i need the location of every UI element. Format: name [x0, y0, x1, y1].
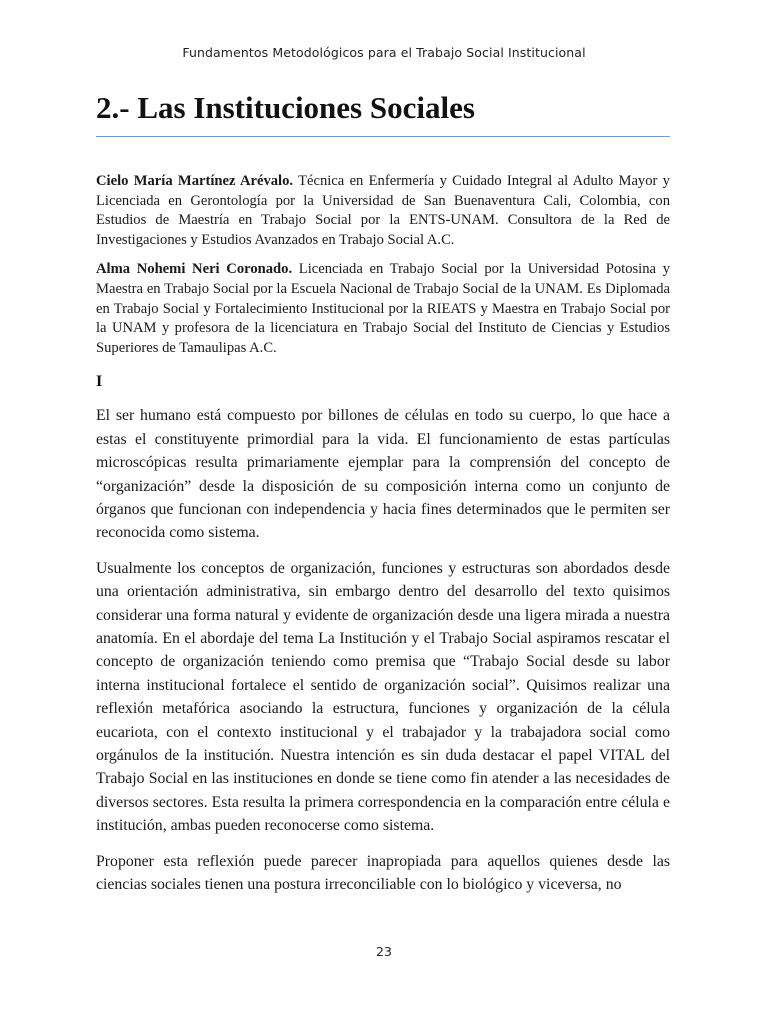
page-body [96, 172, 670, 908]
section-numeral: I [96, 373, 103, 391]
body-paragraph: Usualmente los conceptos de organización, funciones y estructuras son abordados desde una orientación administrativa, sin embargo dentro del desarrollo del texto quisimos considerar una forma natural y evidente de organización desde una ligera mirada a nuestra anatomía. En el abordaje del tema La Institución y el Trabajo Social aspiramos rescatar el concepto de organización teniendo como premisa que “Trabajo Social desde su labor interna institucional fortalece el sentido de organización social”. Quisimos realizar una reflexión metafórica asociando la estructura, funciones y organización de la célula eucariota, con el contexto institucional y el trabajador y la trabajadora social como orgánulos de la institución. Nuestra intención es sin duda destacar el papel VITAL del Trabajo Social en las instituciones en donde se tiene como fin atender a las necesidades de diversos sectores. Esta resulta la primera correspondencia en la comparación entre célula e institución, ambas pueden reconocerse como sistema. [96, 559, 670, 835]
page-number: 23 [376, 944, 392, 959]
author-bio-text: Licenciada en Trabajo Social por la Universidad Potosina y Maestra en Trabajo Social por la Escuela Nacional de Trabajo Social de la UNAM. Es Diplomada en Trabajo Social y Fortalecimiento Institucional por la RIEATS y Maestra en Trabajo Social por la UNAM y profesora de la licenciatura en Trabajo Social del Instituto de Ciencias y Estudios Superiores de Tamaulipas A.C. [96, 261, 670, 356]
body-paragraph: Proponer esta reflexión puede parecer inapropiada para aquellos quienes desde las ciencias sociales tienen una postura irreconciliable con lo biológico y viceversa, no [96, 852, 670, 894]
author-bio [96, 260, 670, 358]
author-name: Cielo María Martínez Arévalo. [96, 173, 294, 189]
author-name: Alma Nohemi Neri Coronado. [96, 261, 293, 278]
author-bio-text: Técnica en Enfermería y Cuidado Integral al Adulto Mayor y Licenciada en Gerontología por la Universidad de San Buenaventura Cali, Colombia, con Estudios de Maestría en Trabajo Social por la ENTS-UNAM. Consultora de la Red de Investigaciones y Estudios Avanzados en Trabajo Social A.C. [96, 173, 670, 248]
author-bio [96, 172, 670, 250]
chapter-title: 2.- Las Instituciones Sociales [96, 88, 670, 137]
running-header: Fundamentos Metodológicos para el Trabajo Social Institucional [182, 45, 586, 60]
body-paragraph: El ser humano está compuesto por billones de células en todo su cuerpo, lo que hace a estas el constituyente primordial para la vida. El funcionamiento de estas partículas microscópicas resulta primariamente ejemplar para la comprensión del concepto de “organización” desde la disposición de su composición interna como un conjunto de órganos que funcionan con independencia y hacia fines determinados que le permiten ser reconocida como sistema. [96, 407, 670, 542]
